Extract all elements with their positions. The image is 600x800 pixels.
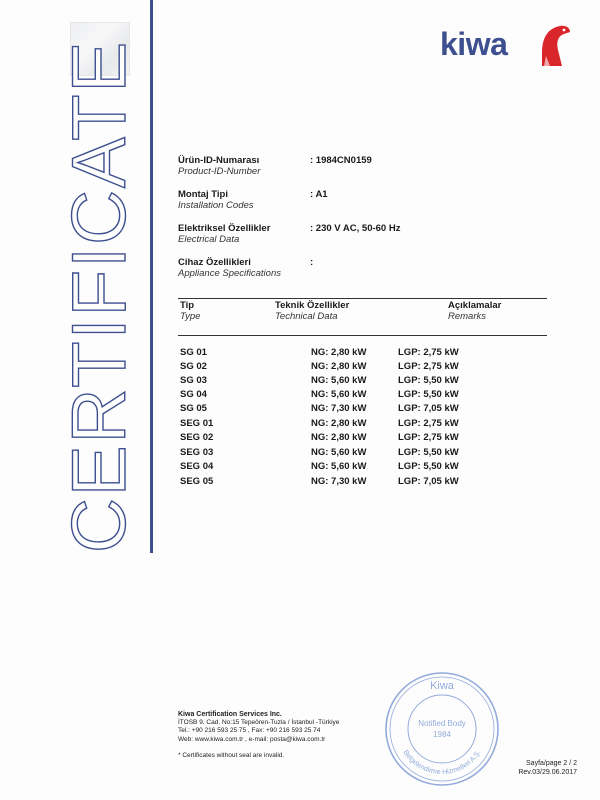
cell-remarks: LGP: 7,05 kW bbox=[398, 403, 459, 414]
table-row bbox=[0, 447, 600, 461]
seal-center-text: Notified Body bbox=[418, 719, 466, 728]
field-appliance-value: : bbox=[310, 257, 314, 268]
field-installation-value: : A1 bbox=[310, 189, 328, 200]
footer-company: Kiwa Certification Services Inc. bbox=[178, 711, 282, 718]
field-electrical-value: : 230 V AC, 50-60 Hz bbox=[310, 223, 401, 234]
seal-top-text: Kiwa bbox=[430, 680, 454, 692]
cell-tech: NG: 7,30 kW bbox=[311, 403, 367, 414]
header-technical: Teknik Özellikler Technical Data bbox=[275, 300, 350, 322]
header-remarks: Açıklamalar Remarks bbox=[448, 300, 502, 322]
cell-remarks: LGP: 5,50 kW bbox=[398, 461, 459, 472]
table-row bbox=[0, 476, 600, 490]
field-electrical: Elektriksel Özellikler Electrical Data bbox=[178, 223, 271, 245]
table-header-rule bbox=[178, 335, 547, 336]
cell-type: SG 05 bbox=[180, 403, 207, 414]
footer-web: Web: www.kiwa.com.tr , e-mail: posta@kiwa.com.tr bbox=[178, 735, 326, 743]
cell-remarks: LGP: 2,75 kW bbox=[398, 432, 459, 443]
footer-note: * Certificates without seal are invalid. bbox=[178, 752, 285, 759]
cell-type: SG 01 bbox=[180, 347, 207, 358]
cell-remarks: LGP: 7,05 kW bbox=[398, 476, 459, 487]
cell-type: SEG 03 bbox=[180, 447, 214, 458]
cell-tech: NG: 2,80 kW bbox=[311, 361, 367, 372]
footer-address-block bbox=[178, 711, 339, 744]
footer-address: İTOSB 9. Cad. No:15 Tepeören-Tuzla / İstanbul -Türkiye bbox=[178, 719, 340, 727]
field-product-id-value: : 1984CN0159 bbox=[310, 155, 372, 166]
cell-remarks: LGP: 5,50 kW bbox=[398, 389, 459, 400]
cell-tech: NG: 5,60 kW bbox=[311, 389, 367, 400]
seal-number-text: 1984 bbox=[433, 730, 451, 739]
revision: Rev.03/29.06.2017 bbox=[518, 769, 577, 776]
cell-type: SG 04 bbox=[180, 389, 207, 400]
table-row bbox=[0, 375, 600, 389]
seal-ring-text: Belgelendirme Hizmetleri A.Ş. bbox=[401, 749, 483, 777]
table-row bbox=[0, 418, 600, 432]
cell-remarks: LGP: 5,50 kW bbox=[398, 447, 459, 458]
table-top-rule bbox=[178, 298, 547, 299]
table-row bbox=[0, 347, 600, 361]
page-number: Sayfa/page 2 / 2 bbox=[526, 760, 577, 767]
notified-body-seal bbox=[383, 670, 501, 788]
table-row bbox=[0, 432, 600, 446]
table-row bbox=[0, 403, 600, 417]
field-installation: Montaj Tipi Installation Codes bbox=[178, 189, 254, 211]
cell-tech: NG: 7,30 kW bbox=[311, 476, 367, 487]
cell-tech: NG: 2,80 kW bbox=[311, 432, 367, 443]
footer-phone: Tel.: +90 216 593 25 75 , Fax: +90 216 593 25 74 bbox=[178, 727, 321, 735]
cell-tech: NG: 5,60 kW bbox=[311, 447, 367, 458]
cell-tech: NG: 5,60 kW bbox=[311, 461, 367, 472]
bird-icon bbox=[536, 22, 574, 68]
field-appliance: Cihaz Özellikleri Appliance Specifications bbox=[178, 257, 281, 279]
logo-text: kiwa bbox=[440, 26, 508, 62]
side-title: CERTIFICATE bbox=[57, 39, 142, 553]
table-row bbox=[0, 389, 600, 403]
cell-tech: NG: 2,80 kW bbox=[311, 347, 367, 358]
cell-type: SEG 01 bbox=[180, 418, 214, 429]
cell-tech: NG: 5,60 kW bbox=[311, 375, 367, 386]
cell-remarks: LGP: 2,75 kW bbox=[398, 347, 459, 358]
table-row bbox=[0, 461, 600, 475]
header-type: Tip Type bbox=[180, 300, 201, 322]
table-row bbox=[0, 361, 600, 375]
cell-type: SG 02 bbox=[180, 361, 207, 372]
kiwa-logo bbox=[440, 22, 574, 70]
cell-remarks: LGP: 2,75 kW bbox=[398, 418, 459, 429]
field-product-id: Ürün-ID-Numarası Product-ID-Number bbox=[178, 155, 261, 177]
cell-tech: NG: 2,80 kW bbox=[311, 418, 367, 429]
cell-type: SEG 02 bbox=[180, 432, 214, 443]
cell-type: SEG 04 bbox=[180, 461, 214, 472]
cell-type: SG 03 bbox=[180, 375, 207, 386]
page-info bbox=[507, 759, 577, 777]
cell-remarks: LGP: 2,75 kW bbox=[398, 361, 459, 372]
cell-type: SEG 05 bbox=[180, 476, 214, 487]
cell-remarks: LGP: 5,50 kW bbox=[398, 375, 459, 386]
